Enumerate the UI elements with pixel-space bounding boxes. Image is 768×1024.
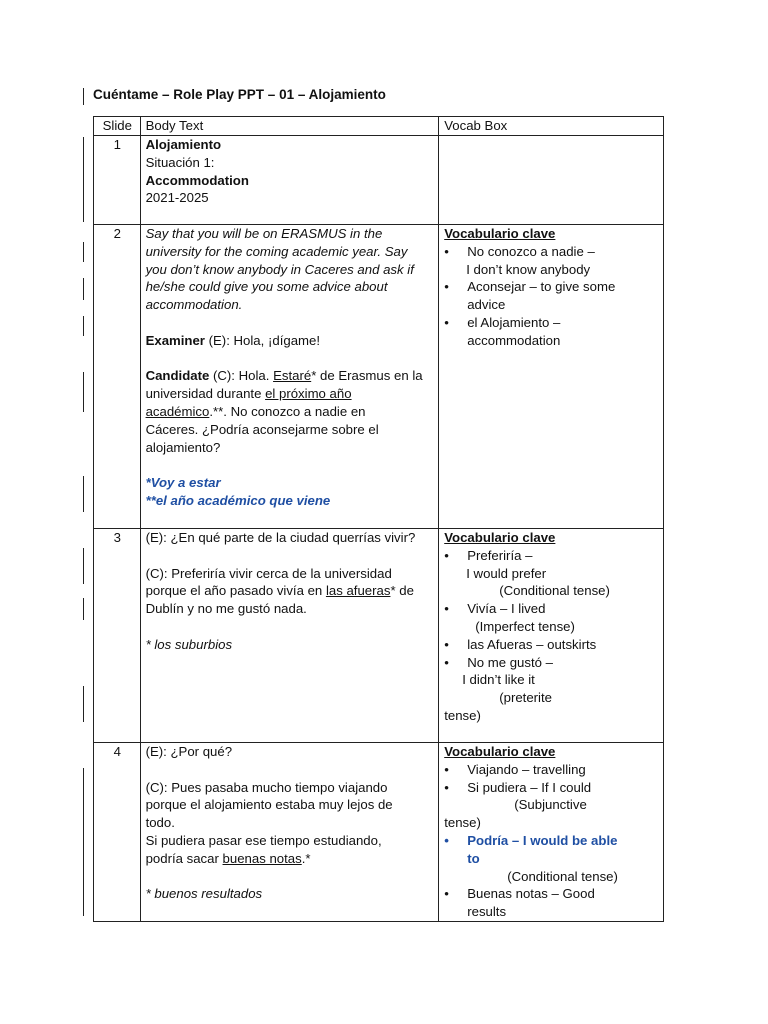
header-vocab-box: Vocab Box	[439, 117, 664, 136]
vocab-heading: Vocabulario clave	[444, 226, 556, 241]
body-cell	[140, 743, 439, 922]
task-line: accommodation.	[145, 297, 243, 313]
note-line: *Voy a estar	[145, 475, 221, 491]
document-title: Cuéntame – Role Play PPT – 01 – Alojamiento	[93, 87, 386, 102]
change-bar	[83, 316, 84, 336]
candidate-line	[146, 367, 435, 385]
change-bar	[83, 278, 84, 300]
candidate-line: Cáceres. ¿Podría aconsejarme sobre el	[145, 421, 379, 437]
slide-subtitle: Situación 1:	[145, 154, 215, 170]
change-bar	[83, 548, 84, 584]
change-bar	[83, 137, 84, 222]
slide-number: 3	[94, 529, 141, 743]
candidate-text: buenas notas	[222, 850, 302, 866]
vocab-item: • Si pudiera – If I could	[444, 779, 659, 797]
examiner-question: (E): ¿En qué parte de la ciudad querrías vivir?	[145, 530, 416, 545]
candidate-line	[146, 403, 435, 421]
examiner-label: Examiner	[145, 332, 205, 348]
change-bar	[83, 88, 84, 105]
table-row	[94, 225, 664, 529]
candidate-line: podría sacar buenas notas.*	[145, 850, 311, 866]
vocab-item: • las Afueras – outskirts	[444, 636, 659, 654]
candidate-text: Estaré	[273, 368, 312, 384]
vocab-heading: Vocabulario clave	[444, 744, 556, 759]
examiner-line	[146, 332, 435, 350]
candidate-text: académico	[145, 403, 210, 419]
note-line: * buenos resultados	[145, 886, 263, 902]
candidate-line: porque el alojamiento estaba muy lejos de	[145, 797, 393, 813]
body-cell	[140, 136, 439, 225]
vocab-list	[444, 600, 659, 618]
examiner-text: (E): Hola, ¡dígame!	[204, 332, 321, 348]
vocab-list	[444, 547, 659, 565]
task-line: he/she could give you some advice about	[145, 279, 388, 295]
vocab-item: • el Alojamiento – accommodation	[444, 314, 659, 350]
vocab-grammar: (Conditional tense)	[499, 583, 610, 599]
task-line: you don’t know anybody in Caceres and ask if	[145, 261, 414, 277]
vocab-item: • No conozco a nadie –	[444, 243, 659, 261]
candidate-text: universidad durante	[145, 386, 266, 402]
candidate-line: Si pudiera pasar ese tiempo estudiando,	[145, 832, 382, 848]
vocab-list	[444, 278, 659, 349]
candidate-label: Candidate	[145, 368, 210, 384]
header-slide: Slide	[94, 117, 141, 136]
slide-title: Alojamiento	[145, 137, 222, 152]
vocab-grammar: (preterite	[499, 690, 552, 706]
vocab-list	[444, 243, 659, 261]
role-play-table	[93, 116, 664, 922]
vocab-grammar: (Conditional tense)	[507, 868, 618, 884]
candidate-text: (C): Hola.	[209, 368, 274, 384]
candidate-text: las afueras	[325, 583, 391, 599]
candidate-line: (C): Preferiría vivir cerca de la universidad	[145, 565, 392, 581]
candidate-text: * de Erasmus en la	[311, 368, 423, 384]
table-row	[94, 529, 664, 743]
vocab-translation: I don’t know anybody	[466, 261, 591, 277]
examiner-question: (E): ¿Por qué?	[145, 744, 233, 759]
vocab-list	[444, 885, 659, 921]
vocab-item: • Vivía – I lived	[444, 600, 659, 618]
candidate-line: alojamiento?	[145, 439, 221, 455]
vocab-cell	[439, 136, 664, 225]
note-line: * los suburbios	[145, 636, 233, 652]
vocab-cell	[439, 529, 664, 743]
table-header-row	[94, 117, 664, 136]
slide-years: 2021-2025	[145, 190, 209, 206]
vocab-heading: Vocabulario clave	[444, 530, 556, 545]
vocab-list	[444, 832, 659, 868]
candidate-text: .**. No conozco a nadie en	[209, 403, 366, 419]
slide-number: 2	[94, 225, 141, 529]
candidate-text: el próximo año	[265, 386, 352, 402]
candidate-line	[146, 385, 435, 403]
vocab-grammar: (Subjunctive	[514, 797, 587, 813]
task-line: Say that you will be on ERASMUS in the	[145, 226, 383, 241]
vocab-item: • Preferiría –	[444, 547, 659, 565]
vocab-grammar: (Imperfect tense)	[475, 618, 575, 634]
table-row	[94, 743, 664, 922]
vocab-cell	[439, 225, 664, 529]
vocab-translation: I didn’t like it	[462, 672, 535, 688]
candidate-line: todo.	[145, 815, 175, 831]
vocab-item: • Buenas notas – Good results	[444, 885, 659, 921]
change-bar	[83, 476, 84, 512]
slide-number: 4	[94, 743, 141, 922]
slide-number: 1	[94, 136, 141, 225]
vocab-cell	[439, 743, 664, 922]
candidate-line: (C): Pues pasaba mucho tiempo viajando	[145, 779, 388, 795]
vocab-item: • Aconsejar – to give some advice	[444, 278, 659, 314]
vocab-grammar: tense)	[444, 815, 481, 831]
vocab-translation: I would prefer	[466, 565, 547, 581]
body-cell	[140, 225, 439, 529]
vocab-item: • Podría – I would be able to	[444, 832, 659, 868]
slide-english-title: Accommodation	[145, 172, 249, 188]
header-body-text: Body Text	[140, 117, 439, 136]
vocab-grammar: tense)	[444, 707, 481, 723]
change-bar	[83, 372, 84, 412]
table-row	[94, 136, 664, 225]
body-cell	[140, 529, 439, 743]
change-bar	[83, 686, 84, 722]
change-bar	[83, 242, 84, 262]
vocab-item: • No me gustó –	[444, 654, 659, 672]
candidate-line: porque el año pasado vivía en las afueras* de	[145, 583, 414, 599]
vocab-item: • Viajando – travelling	[444, 761, 659, 779]
vocab-list	[444, 761, 659, 797]
candidate-line: Dublín y no me gustó nada.	[145, 601, 307, 617]
change-bar	[83, 768, 84, 916]
change-bar	[83, 598, 84, 620]
note-line: **el año académico que viene	[145, 492, 331, 508]
task-line: university for the coming academic year. Say	[145, 243, 408, 259]
vocab-list	[444, 636, 659, 672]
